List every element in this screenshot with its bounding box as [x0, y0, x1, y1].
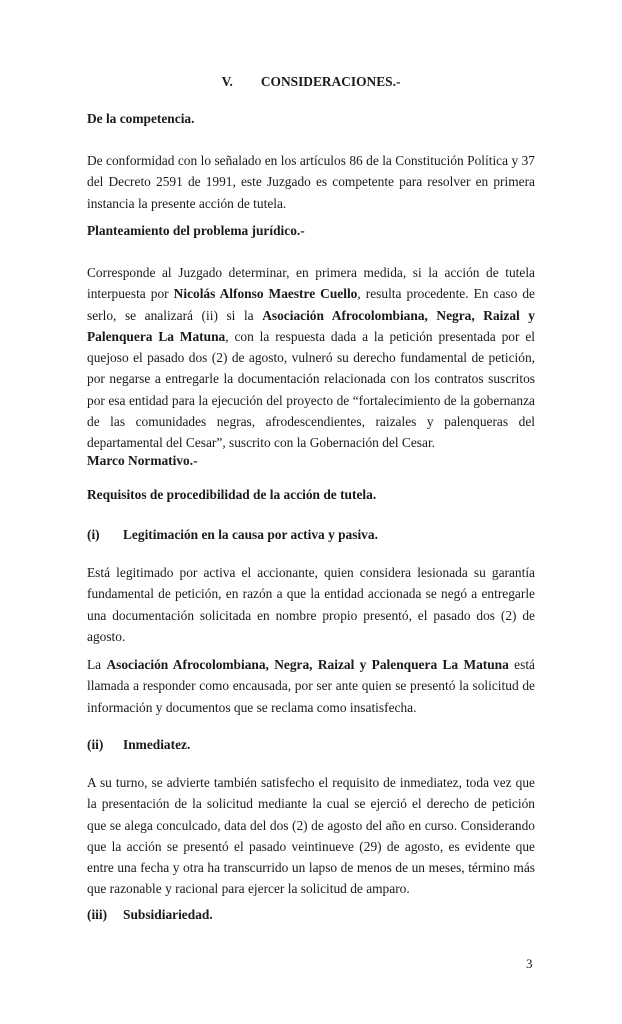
section-title	[0, 74, 622, 90]
paragraph-legitimacion-activa: Está legitimado por activa el accionante, quien considera lesionada su garantía fundamental de petición, en razón a que la entidad accionada se negó a entregarle una documentación solicitada en nombre propio presentó, el pasado dos (2) de agosto.	[87, 565, 535, 644]
text-segment: , resulta procedente. En caso de serlo, se analizará (ii) si la	[87, 286, 535, 323]
subheading-number: (iii)	[87, 907, 108, 922]
subheading-text: Inmediatez.	[123, 737, 191, 752]
heading-competencia: De la competencia.	[87, 111, 195, 126]
heading-requisitos: Requisitos de procedibilidad de la acción de tutela.	[87, 487, 377, 502]
text-segment: La	[87, 657, 107, 672]
asociacion-name: Asociación Afrocolombiana, Negra, Raizal y Palenquera La Matuna	[87, 307, 535, 344]
paragraph-legitimacion-pasiva	[87, 654, 535, 718]
subheading-text: Subsidiariedad.	[123, 907, 213, 922]
subheading-number: (i)	[87, 527, 100, 542]
text-segment: está llamada a responder como encausada, por ser ante quien se presentó la solicitud de información y documentos que se reclama como insatisfecha.	[87, 657, 535, 715]
accionante-name: Nicolás Alfonso Maestre Cuello	[173, 286, 358, 302]
asociacion-name: Asociación Afrocolombiana, Negra, Raizal y Palenquera La Matuna	[106, 657, 509, 672]
text-segment: Corresponde al Juzgado determinar, en primera medida, si la acción de tutela interpuesta por	[87, 265, 535, 302]
paragraph-competencia: De conformidad con lo señalado en los artículos 86 de la Constitución Política y 37 del Decreto 2591 de 1991, este Juzgado es competente para resolver en primera instancia la presente acción de tutela.	[87, 153, 535, 211]
section-number: V.	[221, 74, 233, 89]
section-title-text: CONSIDERACIONES.-	[260, 74, 401, 89]
subheading-text: Legitimación en la causa por activa y pasiva.	[123, 527, 378, 542]
text-segment: , con la respuesta dada a la petición presentada por el quejoso el pasado dos (2) de agosto, vulneró su derecho fundamental de petición, por negarse a entregarle la documentación relacionada con los contratos suscritos por esa entidad para la ejecución del proyecto de “fortalecimiento de la gobernanza de las comunidades negras, afrodescendientes, raizales y palenqueras del departamental del Cesar”, suscrito con la Gobernación del Cesar.	[87, 328, 535, 451]
subheading-subsidiariedad	[87, 904, 213, 925]
subheading-inmediatez	[87, 734, 190, 755]
subheading-number: (ii)	[87, 737, 104, 752]
subheading-legitimacion	[87, 524, 378, 545]
heading-marco-normativo: Marco Normativo.-	[87, 453, 198, 468]
heading-problema-juridico: Planteamiento del problema jurídico.-	[87, 223, 305, 238]
paragraph-problema-juridico	[87, 262, 535, 454]
page-number: 3	[526, 956, 533, 971]
paragraph-inmediatez: A su turno, se advierte también satisfecho el requisito de inmediatez, toda vez que la presentación de la solicitud mediante la cual se ejerció el derecho de petición que se alega conculcado, data del dos (2) de agosto del año en curso. Considerando que la acción se presentó el pasado veintinueve (29) de agosto, es evidente que entre una fecha y otra ha transcurrido un lapso de menos de un meses, término más que razonable y racional para ejercer la solicitud de amparo.	[87, 775, 535, 897]
